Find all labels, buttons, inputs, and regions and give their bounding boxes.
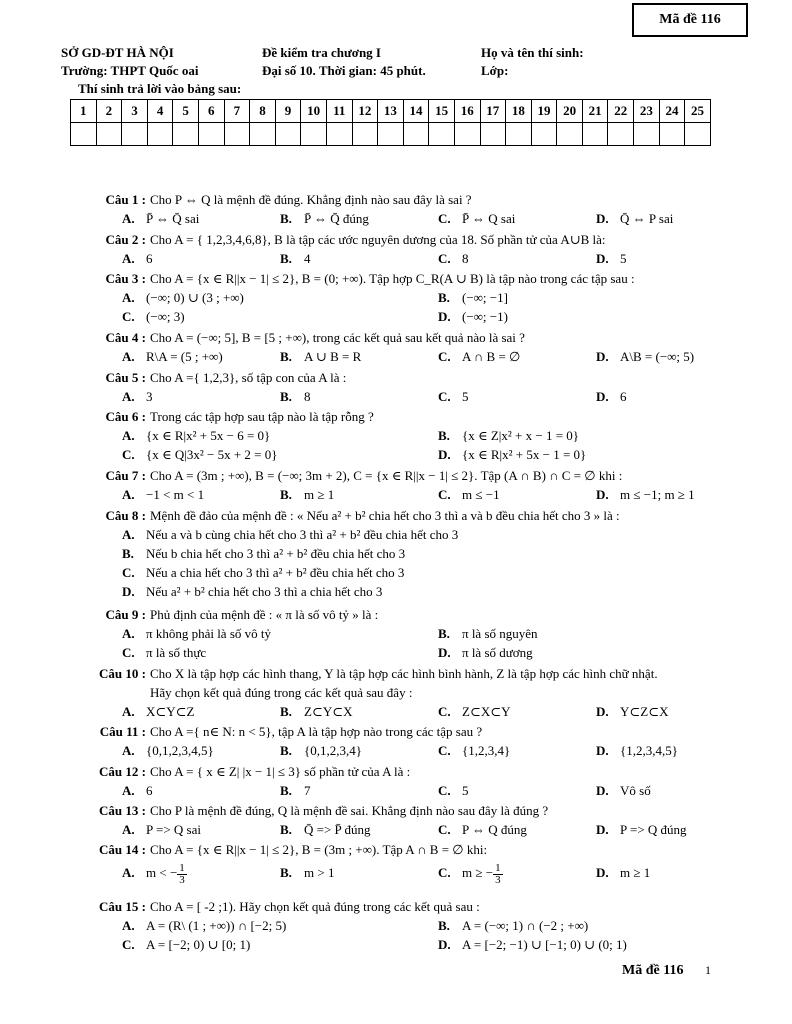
option-text: {x ∈ R|x² + 5x − 6 = 0} [146,428,271,443]
option-text: 6 [620,389,627,404]
answer-option[interactable] [438,624,538,643]
option-letter: D. [596,704,609,719]
option-text: 6 [146,251,153,266]
answer-option[interactable] [596,387,627,406]
answer-option[interactable] [280,387,311,406]
option-text: {x ∈ R|x² + 5x − 1 = 0} [462,447,587,462]
option-letter: A. [122,918,135,933]
answer-number-cell: 21 [582,100,608,123]
option-letter: B. [438,290,450,305]
answer-blank-cell[interactable] [301,123,327,146]
question-number: Câu 5 : [105,370,146,385]
answer-option[interactable] [122,916,286,935]
answer-option[interactable] [280,209,369,228]
answer-option[interactable] [122,209,199,228]
question-text: Cho A = {x ∈ R||x − 1| ≤ 2}, B = (0; +∞). Tập hợp C_R(A ∪ B) là tập nào trong các tập sau : [150,271,635,286]
option-letter: D. [596,251,609,266]
option-letter: C. [438,251,451,266]
answer-option[interactable] [596,347,694,366]
answer-option[interactable] [122,525,458,544]
answer-number-cell: 2 [96,100,122,123]
option-text: m < − [146,865,178,880]
answer-option[interactable] [438,859,503,887]
answer-number-cell: 20 [557,100,583,123]
answer-number-cell: 3 [122,100,148,123]
question-number: Câu 10 : [99,666,146,681]
option-text: m ≤ −1 [462,487,500,502]
answer-option[interactable] [438,643,533,662]
option-text: (−∞; 0) ∪ (3 ; +∞) [146,290,244,305]
option-text: Nếu a chia hết cho 3 thì a² + b² đều chia hết cho 3 [146,565,405,580]
question-block [80,407,720,464]
option-letter: C. [122,565,135,580]
fraction-numerator: 1 [495,861,501,874]
dept-label: SỞ GD-ĐT HÀ NỘI [61,45,174,60]
answer-number-cell: 13 [378,100,404,123]
answer-option[interactable] [596,820,687,839]
question-block [80,762,720,800]
answer-blank-cell[interactable] [685,123,711,146]
question-text: Cho P ⇔ Q là mệnh đề đúng. Khẳng định nào sau đây là sai ? [150,192,472,207]
option-text: (−∞; −1] [462,290,508,305]
option-text: π là số dương [462,645,533,660]
answer-option[interactable] [122,624,271,643]
answer-option[interactable] [596,741,678,760]
option-text: {x ∈ Q|3x² − 5x + 2 = 0} [146,447,278,462]
answer-number-cell: 19 [531,100,557,123]
option-text: P => Q sai [146,822,201,837]
answer-blank-cell[interactable] [659,123,685,146]
school-label: Trường: THPT Quốc oai [61,63,199,78]
option-letter: A. [122,428,135,443]
answer-option[interactable] [438,916,588,935]
answer-blank-cell[interactable] [506,123,532,146]
answer-blank-cell[interactable] [378,123,404,146]
answer-blank-cell[interactable] [608,123,634,146]
answer-option[interactable] [122,288,244,307]
answer-number-cell: 7 [224,100,250,123]
answer-number-cell: 17 [480,100,506,123]
option-letter: B. [280,704,292,719]
answer-number-cell: 9 [275,100,301,123]
option-text: X⊂Y⊂Z [146,704,195,719]
answer-blank-cell[interactable] [352,123,378,146]
answer-option[interactable] [438,445,586,464]
option-letter: D. [596,743,609,758]
answer-option[interactable] [438,935,627,954]
answer-blank-cell[interactable] [122,123,148,146]
option-text: {1,2,3,4,5} [620,743,678,758]
answer-blank-cell[interactable] [403,123,429,146]
option-letter: D. [438,645,451,660]
option-letter: C. [438,349,451,364]
option-text: 5 [462,783,469,798]
answer-number-cell: 1 [71,100,97,123]
question-number: Câu 13 : [99,803,146,818]
question-block [80,269,720,326]
option-text: A\B = (−∞; 5) [620,349,695,364]
answer-number-cell: 11 [326,100,352,123]
option-letter: B. [280,211,292,226]
answer-option[interactable] [438,249,469,268]
option-text: 8 [462,251,469,266]
option-text: m ≥ 1 [620,865,651,880]
question-number: Câu 12 : [99,764,146,779]
question-text: Cho A = (3m ; +∞), B = (−∞; 3m + 2), C = {x ∈ R||x − 1| ≤ 2}. Tập (A ∩ B) ∩ C = ∅ khi : [150,468,623,483]
answer-option[interactable] [122,741,214,760]
answer-number-cell: 15 [429,100,455,123]
option-text: Q̄ ⇔ P sai [620,211,674,226]
question-block [80,605,720,662]
option-text: Vô số [620,783,651,798]
option-text: Nếu a² + b² chia hết cho 3 thì a chia hết cho 3 [146,584,383,599]
answer-option[interactable] [280,347,361,366]
answer-number-cell: 25 [685,100,711,123]
question-block [80,664,720,721]
option-letter: B. [280,251,292,266]
question-number: Câu 11 : [99,724,146,739]
option-text: 4 [304,251,311,266]
answer-blank-cell[interactable] [326,123,352,146]
option-text: m ≥ − [462,865,494,880]
question-number: Câu 4 : [105,330,146,345]
option-letter: C. [438,487,451,502]
answer-blank-cell[interactable] [480,123,506,146]
option-letter: A. [122,290,135,305]
option-text: 3 [146,389,153,404]
answer-option[interactable] [438,387,469,406]
option-letter: A. [122,783,135,798]
option-letter: A. [122,865,135,880]
question-block [80,897,720,954]
answer-option[interactable] [122,387,153,406]
option-text: R\A = (5 ; +∞) [146,349,223,364]
option-letter: B. [280,865,292,880]
answer-option[interactable] [122,820,201,839]
question-text: Cho A = { x ∈ Z| |x − 1| ≤ 3} số phần tử của A là : [150,764,411,779]
option-letter: A. [122,349,135,364]
answer-option[interactable] [596,781,651,800]
question-text: Trong các tập hợp sau tập nào là tập rỗng ? [150,409,374,424]
answer-option[interactable] [280,485,334,504]
question-text: Cho A = {x ∈ R||x − 1| ≤ 2}, B = (3m ; +∞). Tập A ∩ B = ∅ khi: [150,842,488,857]
answer-blank-cell[interactable] [634,123,660,146]
option-text: A = (−∞; 1) ∩ (−2 ; +∞) [462,918,589,933]
question-text: Cho A ={ n∈ N: n < 5}, tập A là tập hợp nào trong các tập sau ? [150,724,483,739]
fraction-denominator: 3 [495,873,501,886]
question-text-cont: Hãy chọn kết quả đúng trong các kết quả sau đây : [150,685,413,700]
answer-option[interactable] [280,859,334,887]
question-number: Câu 14 : [99,842,146,857]
answer-blank-cell[interactable] [429,123,455,146]
answer-number-cell: 14 [403,100,429,123]
option-letter: A. [122,251,135,266]
option-text: {0,1,2,3,4,5} [146,743,214,758]
answer-option[interactable] [122,582,382,601]
option-text: P ⇔ Q đúng [462,822,527,837]
option-letter: A. [122,822,135,837]
question-text: Cho A ={ 1,2,3}, số tập con của A là : [150,370,347,385]
test-title: Đề kiểm tra chương I [262,45,381,60]
answer-option[interactable] [122,935,250,954]
answer-number-cell: 23 [634,100,660,123]
question-number: Câu 2 : [105,232,146,247]
answer-blank-cell[interactable] [557,123,583,146]
question-number: Câu 6 : [105,409,146,424]
answer-option[interactable] [596,249,627,268]
option-letter: D. [596,822,609,837]
test-subject: Đại số 10. Thời gian: 45 phút. [262,63,426,78]
answer-option[interactable] [438,741,510,760]
question-block [80,801,720,839]
answer-option[interactable] [122,426,270,445]
option-text: 5 [620,251,627,266]
answer-option[interactable] [122,544,405,563]
option-text: P => Q đúng [620,822,687,837]
footer-exam-code: Mã đề 116 [622,963,684,978]
option-letter: C. [122,645,135,660]
option-text: P̄ ⇔ Q sai [462,211,516,226]
question-number: Câu 1 : [105,192,146,207]
answer-option[interactable] [280,249,311,268]
option-fraction [177,863,187,886]
option-letter: D. [122,584,135,599]
answer-option[interactable] [438,288,508,307]
answer-number-cell: 12 [352,100,378,123]
answer-option[interactable] [438,485,500,504]
question-number: Câu 9 : [105,607,146,622]
option-text: Nếu a và b cùng chia hết cho 3 thì a² + b² đều chia hết cho 3 [146,527,459,542]
option-text: (−∞; 3) [146,309,185,324]
answer-option[interactable] [122,859,187,887]
exam-code-box: Mã đề 116 [632,3,748,37]
option-text: Y⊂Z⊂X [620,704,669,719]
answer-number-cell: 22 [608,100,634,123]
option-text: 5 [462,389,469,404]
option-text: P̄ ⇔ Q̄ sai [146,211,200,226]
answer-option[interactable] [122,702,195,721]
question-block [80,722,720,760]
option-letter: A. [122,527,135,542]
option-letter: A. [122,211,135,226]
option-text: {x ∈ Z|x² + x − 1 = 0} [462,428,580,443]
answer-number-cell: 8 [250,100,276,123]
question-number: Câu 3 : [105,271,146,286]
question-block [80,840,720,887]
option-letter: A. [122,743,135,758]
answer-option[interactable] [438,820,527,839]
option-letter: D. [596,389,609,404]
option-letter: D. [438,309,451,324]
fraction-numerator: 1 [179,861,185,874]
answer-option[interactable] [122,347,223,366]
question-text: Cho A = (−∞; 5], B = [5 ; +∞), trong các kết quả sau kết quả nào là sai ? [150,330,525,345]
answer-number-cell: 10 [301,100,327,123]
option-letter: B. [280,783,292,798]
option-text: (−∞; −1) [462,309,508,324]
option-text: {0,1,2,3,4} [304,743,362,758]
class-label: Lớp: [481,63,509,78]
question-block [80,190,720,228]
question-number: Câu 7 : [105,468,146,483]
option-letter: C. [122,447,135,462]
option-text: Nếu b chia hết cho 3 thì a² + b² đều chia hết cho 3 [146,546,406,561]
answer-blank-cell[interactable] [224,123,250,146]
option-letter: D. [596,211,609,226]
answer-option[interactable] [438,307,508,326]
option-letter: B. [438,428,450,443]
option-text: P̄ ⇔ Q̄ đúng [304,211,369,226]
question-number: Câu 15 : [99,899,146,914]
answer-number-cell: 5 [173,100,199,123]
option-letter: D. [596,865,609,880]
answer-option[interactable] [280,781,311,800]
option-text: m > 1 [304,865,335,880]
question-text: Phủ định của mệnh đề : « π là số vô tỷ » là : [150,607,379,622]
page-number: 1 [705,963,711,977]
option-text: −1 < m < 1 [146,487,205,502]
answer-option[interactable] [280,741,362,760]
option-letter: C. [438,783,451,798]
option-fraction [493,863,503,886]
option-letter: C. [438,389,451,404]
option-text: m ≤ −1; m ≥ 1 [620,487,695,502]
instruction-text: Thí sinh trả lời vào bảng sau: [78,81,242,96]
answer-option[interactable] [438,347,520,366]
option-text: π là số thực [146,645,207,660]
option-text: A = (R\ (1 ; +∞)) ∩ [−2; 5) [146,918,287,933]
option-letter: B. [280,349,292,364]
option-letter: B. [438,918,450,933]
option-letter: B. [280,743,292,758]
option-text: Z⊂Y⊂X [304,704,353,719]
answer-option[interactable] [122,485,204,504]
option-letter: D. [596,783,609,798]
option-text: A = [−2; 0) ∪ [0; 1) [146,937,251,952]
answer-option[interactable] [438,702,511,721]
answer-blank-cell[interactable] [198,123,224,146]
question-text: Cho A = [ -2 ;1). Hãy chọn kết quả đúng trong các kết quả sau : [150,899,480,914]
answer-option[interactable] [438,209,515,228]
option-letter: C. [438,822,451,837]
answer-option[interactable] [122,643,206,662]
answer-blank-cell[interactable] [454,123,480,146]
option-text: 8 [304,389,311,404]
option-letter: C. [122,309,135,324]
question-text: Cho X là tập hợp các hình thang, Y là tập hợp các hình bình hành, Z là tập hợp các hình chữ nhật. [150,666,658,681]
option-text: {1,2,3,4} [462,743,511,758]
answer-number-cell: 18 [506,100,532,123]
answer-number-cell: 6 [198,100,224,123]
answer-option[interactable] [438,426,579,445]
option-letter: A. [122,487,135,502]
option-letter: D. [596,349,609,364]
option-text: π là số nguyên [462,626,538,641]
question-number: Câu 8 : [105,508,146,523]
answer-grid [70,99,711,146]
option-text: A ∩ B = ∅ [462,349,521,364]
question-block [80,328,720,366]
option-letter: C. [438,743,451,758]
option-letter: D. [596,487,609,502]
option-letter: C. [438,704,451,719]
option-letter: B. [122,546,134,561]
question-block [80,506,720,601]
answer-option[interactable] [438,781,469,800]
answer-blank-cell[interactable] [275,123,301,146]
option-letter: A. [122,626,135,641]
option-text: A = [−2; −1) ∪ [−1; 0) ∪ (0; 1) [462,937,627,952]
question-block [80,368,720,406]
answer-option[interactable] [122,307,185,326]
question-text: Cho A = { 1,2,3,4,6,8}, B là tập các ước nguyên dương của 18. Số phần tử của A∪B là: [150,232,606,247]
option-text: π không phải là số vô tỷ [146,626,271,641]
question-text: Cho P là mệnh đề đúng, Q là mệnh đề sai. Khẳng định nào sau đây là đúng ? [150,803,549,818]
option-letter: B. [438,626,450,641]
option-letter: A. [122,389,135,404]
answer-blank-cell[interactable] [96,123,122,146]
student-name-label: Họ và tên thí sinh: [481,45,584,60]
answer-option[interactable] [596,859,650,887]
option-letter: A. [122,704,135,719]
option-text: 6 [146,783,153,798]
question-block [80,466,720,504]
question-block [80,230,720,268]
option-letter: B. [280,389,292,404]
option-text: m ≥ 1 [304,487,335,502]
answer-option[interactable] [280,820,371,839]
answer-number-cell: 16 [454,100,480,123]
answer-option[interactable] [596,209,673,228]
option-letter: C. [122,937,135,952]
answer-blank-cell[interactable] [71,123,97,146]
option-letter: B. [280,487,292,502]
answer-blank-cell[interactable] [173,123,199,146]
option-text: 7 [304,783,311,798]
answer-option[interactable] [122,445,278,464]
fraction-denominator: 3 [179,873,185,886]
answer-number-cell: 24 [659,100,685,123]
option-letter: D. [438,937,451,952]
option-letter: D. [438,447,451,462]
option-letter: B. [280,822,292,837]
option-letter: C. [438,865,451,880]
question-text: Mệnh đề đảo của mệnh đề : « Nếu a² + b² chia hết cho 3 thì a và b đều chia hết cho 3 » là : [150,508,620,523]
answer-option[interactable] [596,485,695,504]
option-letter: C. [438,211,451,226]
answer-blank-cell[interactable] [531,123,557,146]
answer-number-cell: 4 [147,100,173,123]
option-text: Z⊂X⊂Y [462,704,511,719]
answer-option[interactable] [596,702,669,721]
option-text: A ∪ B = R [304,349,362,364]
answer-blank-cell[interactable] [582,123,608,146]
option-text: Q̄ => P̄ đúng [304,822,371,837]
answer-option[interactable] [122,781,153,800]
answer-option[interactable] [122,563,404,582]
answer-blank-cell[interactable] [147,123,173,146]
answer-option[interactable] [280,702,353,721]
answer-blank-cell[interactable] [250,123,276,146]
answer-option[interactable] [122,249,153,268]
